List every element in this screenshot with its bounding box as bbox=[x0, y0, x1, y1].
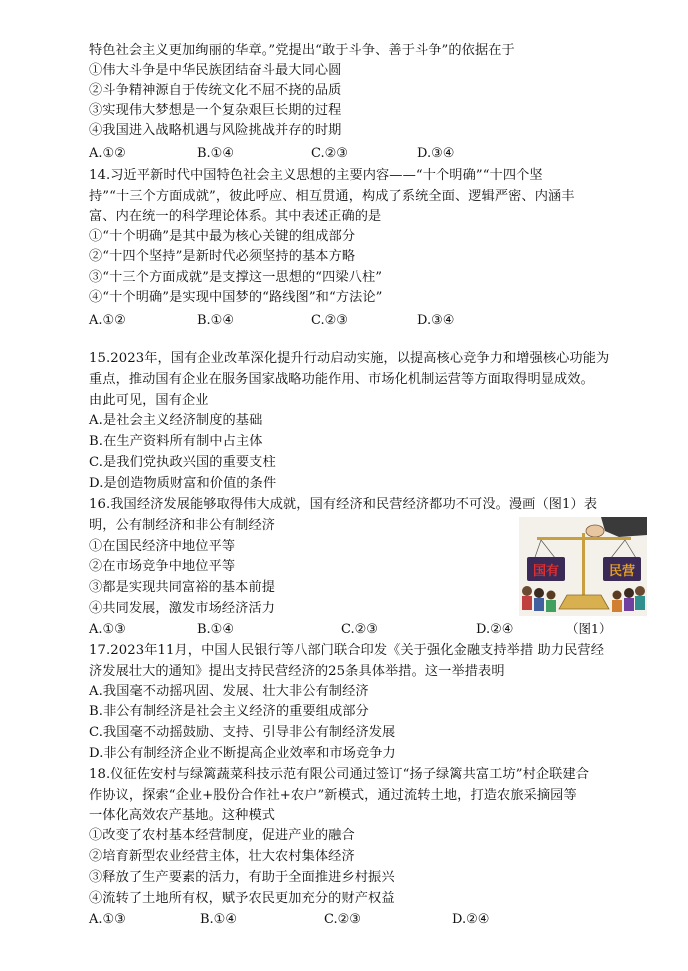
q14-choice-c[interactable]: C.②③ bbox=[311, 313, 348, 328]
q16-choice-c[interactable]: C.②③ bbox=[341, 622, 378, 637]
q18-stem-line-3: 一体化高效农产基地。这种模式 bbox=[89, 808, 276, 823]
q17-stem-line-1: 17.2023年11月，中国人民银行等八部门联合印发《关于强化金融支持举措 助力民营经 bbox=[89, 643, 604, 658]
q16-stem-line-1: 16.我国经济发展能够取得伟大成就，国有经济和民营经济都功不可没。漫画（图1）表 bbox=[89, 497, 598, 512]
q17-option-b[interactable]: B.非公有制经济是社会主义经济的重要组成部分 bbox=[89, 704, 369, 719]
q14-choice-d[interactable]: D.③④ bbox=[417, 313, 455, 328]
q18-choice-c[interactable]: C.②③ bbox=[324, 912, 361, 927]
scale-pole bbox=[582, 533, 585, 595]
q14-stem-line-1: 14.习近平新时代中国特色社会主义思想的主要内容——“十个明确”“十四个坚 bbox=[89, 168, 543, 183]
q15-stem-line-1: 15.2023年，国有企业改革深化提升行动启动实施，以提高核心竞争力和增强核心功能为 bbox=[89, 351, 610, 366]
q13-item-2: ②斗争精神源自于传统文化不屈不挠的品质 bbox=[89, 83, 342, 98]
q14-item-1: ①“十个明确”是其中最为核心关键的组成部分 bbox=[89, 229, 356, 244]
hand-shape bbox=[586, 525, 604, 537]
q16-item-2: ②在市场竞争中地位平等 bbox=[89, 559, 236, 574]
scale-beam bbox=[537, 537, 631, 540]
q15-option-b[interactable]: B.在生产资料所有制中占主体 bbox=[89, 434, 263, 449]
q18-stem-line-2: 作协议，探索“企业+股份合作社+农户”新模式，通过流转土地，打造农旅采摘园等 bbox=[89, 788, 577, 803]
q15-option-a[interactable]: A.是社会主义经济制度的基础 bbox=[89, 413, 263, 428]
q13-choice-c[interactable]: C.②③ bbox=[311, 146, 348, 161]
q18-item-1: ①改变了农村基本经营制度，促进产业的融合 bbox=[89, 828, 355, 843]
q13-choice-d[interactable]: D.③④ bbox=[417, 146, 455, 161]
q14-stem-line-2: 持”“十三个方面成就”，彼此呼应、相互贯通，构成了系统全面、逻辑严密、内涵丰 bbox=[89, 189, 575, 204]
q14-choice-a[interactable]: A.①② bbox=[89, 313, 126, 328]
q18-stem-line-1: 18.仪征佐安村与绿篱蔬菜科技示范有限公司通过签订“扬子绿篱共富工坊”村企联建合 bbox=[89, 767, 590, 782]
q18-choice-a[interactable]: A.①③ bbox=[89, 912, 126, 927]
q13-choice-b[interactable]: B.①④ bbox=[197, 146, 234, 161]
q16-item-3: ③都是实现共同富裕的基本前提 bbox=[89, 580, 276, 595]
q17-stem-line-2: 济发展壮大的通知》提出支持民营经济的25条具体举措。这一举措表明 bbox=[89, 664, 505, 679]
q18-item-3: ③释放了生产要素的活力，有助于全面推进乡村振兴 bbox=[89, 870, 395, 885]
q15-stem-line-2: 重点，推动国有企业在服务国家战略功能作用、市场化机制运营等方面取得明显成效。 bbox=[89, 372, 594, 387]
q14-item-2: ②“十四个坚持”是新时代必须坚持的基本方略 bbox=[89, 249, 356, 264]
q17-option-c[interactable]: C.我国毫不动摇鼓励、支持、引导非公有制经济发展 bbox=[89, 725, 396, 740]
left-pan-label: 国有 bbox=[532, 564, 560, 579]
q18-item-4: ④流转了土地所有权，赋予农民更加充分的财产权益 bbox=[89, 891, 395, 906]
q13-stem: 特色社会主义更加绚丽的华章。”党提出“敢于斗争、善于斗争”的依据在于 bbox=[89, 43, 515, 58]
q16-stem-line-2: 明，公有制经济和非公有制经济 bbox=[89, 518, 276, 533]
balance-scale-cartoon bbox=[519, 517, 647, 616]
q14-item-4: ④“十个明确”是实现中国梦的“路线图”和“方法论” bbox=[89, 290, 383, 305]
q14-stem-line-3: 富、内在统一的科学理论体系。其中表述正确的是 bbox=[89, 209, 382, 224]
q16-choice-d[interactable]: D.②④ bbox=[476, 622, 514, 637]
q16-choice-b[interactable]: B.①④ bbox=[197, 622, 234, 637]
q16-item-4: ④共同发展，激发市场经济活力 bbox=[89, 601, 276, 616]
q15-stem-line-3: 由此可见，国有企业 bbox=[89, 393, 209, 408]
q13-item-1: ①伟大斗争是中华民族团结奋斗最大同心圆 bbox=[89, 63, 342, 78]
q17-option-a[interactable]: A.我国毫不动摇巩固、发展、壮大非公有制经济 bbox=[89, 684, 369, 699]
q18-choice-d[interactable]: D.②④ bbox=[452, 912, 490, 927]
q14-choice-b[interactable]: B.①④ bbox=[197, 313, 234, 328]
q18-item-2: ②培育新型农业经营主体，壮大农村集体经济 bbox=[89, 849, 355, 864]
q15-option-c[interactable]: C.是我们党执政兴国的重要支柱 bbox=[89, 455, 276, 470]
q13-item-3: ③实现伟大梦想是一个复杂艰巨长期的过程 bbox=[89, 103, 342, 118]
q16-item-1: ①在国民经济中地位平等 bbox=[89, 539, 236, 554]
q15-option-d[interactable]: D.是创造物质财富和价值的条件 bbox=[89, 476, 277, 491]
figure-caption: （图1） bbox=[566, 621, 612, 636]
scale-base bbox=[559, 595, 609, 609]
q17-option-d[interactable]: D.非公有制经济企业不断提高企业效率和市场竞争力 bbox=[89, 746, 396, 761]
q13-choice-a[interactable]: A.①② bbox=[89, 146, 126, 161]
right-pan-label: 民营 bbox=[608, 564, 636, 579]
q14-item-3: ③“十三个方面成就”是支撑这一思想的“四梁八柱” bbox=[89, 270, 383, 285]
q18-choice-b[interactable]: B.①④ bbox=[200, 912, 237, 927]
q13-item-4: ④我国进入战略机遇与风险挑战并存的时期 bbox=[89, 123, 342, 138]
q16-choice-a[interactable]: A.①③ bbox=[89, 622, 126, 637]
